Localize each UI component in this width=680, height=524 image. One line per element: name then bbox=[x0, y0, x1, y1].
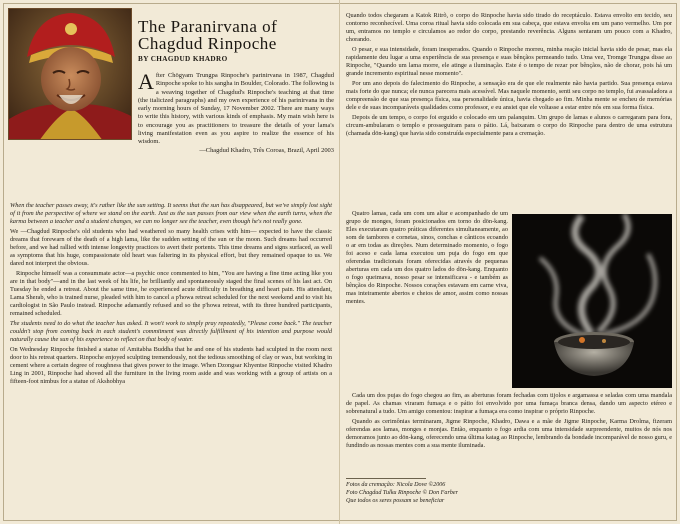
portrait-photo bbox=[8, 8, 132, 140]
paragraph: We —Chagdud Rinpoche's old students who had weathered so many health crises with him— expected to have the classic dreams that forewarn of the death of a high lama, like the sudden setting of the sun or the moon. Such dreams had occurred before, and we had rallied with intense longevity practices to avert their portents. This time dreams and signs surfaced, as well as symptoms that his huge, compassionate old heart was faltering in its physical effort, but they remained opaque to us. We dared not interpret the obvious. bbox=[10, 228, 332, 267]
right-page-mid-column bbox=[346, 210, 508, 308]
paragraph: Quatro lamas, cada um com um altar e acompanhado de um grupo de monges, foram posicionados em torno do dön-kang. Eles executaram quatro práticas diferentes simultaneamente, ao som de tambores e cornetas, sinos, conchas e cânticos ecoando o ar em todas as direções. Num determinado momento, o fogo foi aceso e cada lama executou um puja do fogo em que oferendas tradicionais foram oferecidas através de pequenas aberturas em cada um dos quatro lados do dön-kang. Enquanto o fogo queimava, nosso pesar se intensificava - e também as bênçãos do Rinpoche. Nossos corações estavam em carne viva, mas inteiramente abertos e cheios de amor, assim como nossas mentes. bbox=[346, 210, 508, 305]
caption-divider bbox=[346, 478, 426, 479]
article-title-line1: The Paranirvana of bbox=[138, 17, 278, 36]
paragraph: Por um ano depois do falecimento do Rinpoche, a sensação era de que ele realmente não havia partido. Sua presença estava mais forte do que nunca; ele nunca parecera mais acessível. Mas naquele momento, senti seu corpo no templo, fui avassaladora a compreensão de que sua presença física, sua personalidade única, havia chegado ao fim. Minha mente se encheu de memórias dele e de suas incomparáveis qualidades como professor, e eu ansiei que ele voltasse a estar entre nós em sua forma física. bbox=[346, 80, 672, 111]
paragraph: On Wednesday Rinpoche finished a statue of Amitabha Buddha that he and one of his students had sculpted in the room next door to his retreat quarters. Rinpoche enjoyed sculpting tremendously, not the tedious smoothing of clay or wax, but working in cement where a certain degree of roughness that gives power to the image. When Dzongsar Khyentse Rinpoche visited Khadro Ling in 2001, Rinpoche had shoved all the furniture in the living room aside and was working with a group of artists on a fifteen-foot nimbus for a statue of Akshobhya bbox=[10, 346, 332, 385]
drop-cap: A bbox=[138, 69, 154, 94]
paragraph: Cada um dos pujas do fogo chegou ao fim, as aberturas foram fechadas com tijolos e argamassa e seladas com uma mandala de papel. As chamas viraram fumaça e o pátio foi envolvido por uma fumaça branca densa, dando um aspecto etéreo e sobrenatural a tudo. Um amigo comentou: inspirar a fumaça era como inspirar o próprio Rinpoche. bbox=[346, 392, 672, 415]
incense-smoke-photo bbox=[512, 214, 672, 388]
left-page-column bbox=[10, 202, 332, 388]
paragraph: The students need to do what the teacher has asked. It won't work to simply pray repeatedly, "Please come back." The teacher couldn't stop from coming back in each student's commitment was directly fulfillment of his intention and purpose would naturally cause the sun of his experience to reflect on that body of water. bbox=[10, 320, 332, 343]
right-page-bottom-column bbox=[346, 392, 672, 452]
page-gutter bbox=[339, 0, 340, 524]
intro-paragraph bbox=[138, 69, 334, 156]
paragraph: Depois de um tempo, o corpo foi erguido e colocado em um palanquim. Um grupo de lamas e alunos o carregaram para fora, circum-ambularam o templo e prosseguiram para o pátio. Lá, baixaram o corpo do Rinpoche para dentro de uma estrutura (chamada dön-kang) que havia sido construída especialmente para a cremação. bbox=[346, 114, 672, 137]
photo-credits bbox=[346, 478, 596, 505]
intro-text: fter Chögyam Trungpa Rinpoche's parinirvana in 1987, Chagdud Rinpoche spoke to his sangha in Boulder, Colorado. The following is a weaving together of Chagdud's Rinpoche's teaching at that time (the italicized paragraphs) and my own experience of his parinirvana in the early morning hours of Sunday, 17 November 2002. There are many ways to write this history, with various kinds of emphasis. My main wish here is to encourage you as practitioners to treasure the details of your lama's living manifestation even as you aspire to realize the essence of his wisdom. bbox=[138, 72, 334, 145]
article-title-line2: Chagdud Rinpoche bbox=[138, 34, 277, 53]
paragraph: When the teacher passes away, it's rather like the sun setting. It seems that the sun has disappeared, but we've simply lost sight of it from the perspective of where we stand on the earth. Just as the sun passes from our view when the earth turns, when the karma between a teacher and a student changes, we can no longer see the teacher, even though he's not really gone. bbox=[10, 202, 332, 225]
credit-portrait-photo: Foto Chagdud Tulku Rinpoche © Don Farber bbox=[346, 490, 458, 496]
paragraph: Quando todos chegaram a Katok Ritrõ, o corpo do Rinpoche havia sido tirado do receptáculo. Estava envolto em tecido, seu contorno reconhecível. Uma coroa ritual havia sido colocada em sua cabeça, que estava envolta em um pano vermelho. Um por um, entramos no templo e circulamos ao redor do corpo, prestando reverência. Alguns sentaram um pouco com a Khadro, chorando. bbox=[346, 12, 672, 43]
dedication-line: Que todos os seres possam se beneficiar bbox=[346, 498, 445, 504]
paragraph: Quando as cerimônias terminaram, Jigme Rinpoche, Khadro, Dawa e a mãe de Jigme Rinpoche, Karma Drolma, fizeram oferendas aos lamas, monges e monjas. Então, enquanto o fogo ardia com uma intensidade surpreendente, muitos de nós nos demoramos junto ao dön-kang, oferecendo uma última katag ao Rinpoche, lembrando da bondade incomparável de nosso guru, e fundindo as nossas mentes com a sua mente iluminada. bbox=[346, 418, 672, 449]
paragraph: Rinpoche himself was a consummate actor—a psychic once commented to him, "You are having a fine time acting like you are in that body"—and in the last week of his life, he brilliantly and spontaneously staged the final scenes of his last act. On Tuesday he ended a retreat. About the same time, he experienced acute difficulty in breathing and heart pain. His attendant, Lama Sherab, who is trained nurse, pleaded with him to cancel a p'howa retreat scheduled for the next weekend and to visit his cardiologist in São Paulo instead. Rinpoche adamantly refused and so the p'howa retreat, with its three hundred participants, remained scheduled. bbox=[10, 270, 332, 317]
credit-cremation-photos: Fotos da cremação: Nicola Dove ©2006 bbox=[346, 482, 446, 488]
paragraph: O pesar, e sua intensidade, foram inesperados. Quando o Rinpoche morreu, minha reação inicial havia sido de pesar, mas ela rapidamente deu lugar a uma experiência de sua presença e suas bênçãos permeando tudo. Uma vez, Tromge Trungpa disse ao Rinpoche, "Quando um lama morre, ele atinge a iluminação. Este é o tempo de rezar por bênçãos, não de chorar, pois há um grande incremento espiritual nesse momento". bbox=[346, 46, 672, 77]
intro-signature: —Chagdud Khadro, Três Coroas, Brazil, April 2003 bbox=[199, 147, 334, 155]
article-header bbox=[138, 18, 334, 63]
byline: BY CHAGDUD KHADRO bbox=[138, 55, 228, 63]
right-page-top-column bbox=[346, 12, 672, 140]
